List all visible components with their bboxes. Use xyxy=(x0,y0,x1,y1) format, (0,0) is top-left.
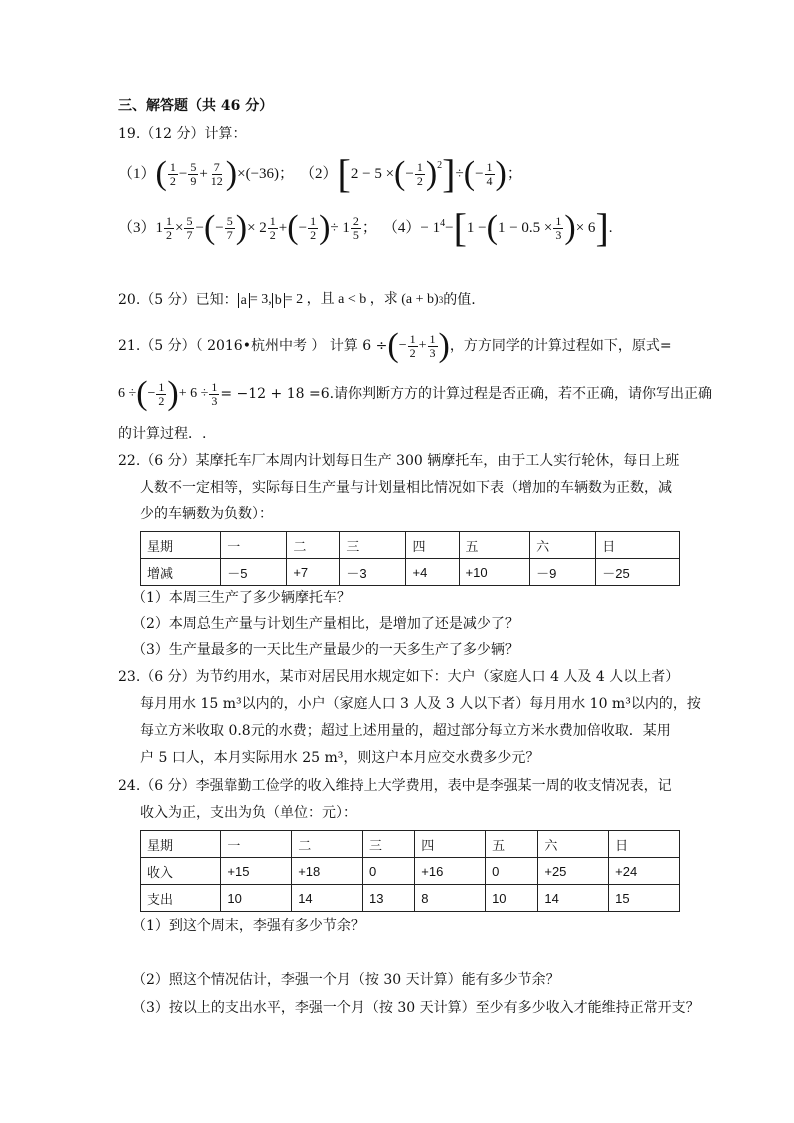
fraction: $\frac{1}{2}$ xyxy=(310,213,317,242)
table-cell: 15 xyxy=(609,885,680,912)
q22-sub2: （2）本周总生产量与计划生产量相比，是增加了还是减少了？ xyxy=(132,616,519,632)
table-cell: +4 xyxy=(406,559,459,586)
fraction: $\frac{1}{2}$ xyxy=(158,379,165,408)
fraction: $\frac{1}{2}$ xyxy=(416,159,423,188)
table-cell: 星期 xyxy=(141,532,221,559)
table-cell: +15 xyxy=(221,858,292,885)
table-cell: 增减 xyxy=(141,559,221,586)
q24-line2: 收入为正，支出为负（单位：元）： xyxy=(140,805,357,821)
table-cell: 四 xyxy=(406,532,459,559)
fraction: $\frac{5}{7}$ xyxy=(226,213,233,242)
table-row xyxy=(141,885,680,912)
table-cell: 二 xyxy=(292,831,363,858)
q20: 20.（5 分）已知： a = 3, b = 2 ，且 a < b ，求 (a + b) 3 的值. xyxy=(118,292,476,308)
table-cell: 一 xyxy=(221,532,287,559)
q19-p2-label: （2） xyxy=(300,166,338,182)
fraction: $\frac{1}{3}$ xyxy=(211,379,218,408)
table-row xyxy=(141,532,680,559)
q24-sub3: （3）按以上的支出水平，李强一个月（按 30 天计算）至少有多少收入才能维持正常开支？ xyxy=(132,1000,700,1016)
q19-p1-label: （1） xyxy=(118,166,156,182)
table-cell: +25 xyxy=(538,858,609,885)
q22-table xyxy=(140,531,680,586)
q19-part3: （3） 1 $\frac{1}{2}$ × $\frac{5}{7}$ − ( − $\frac{5}{7}$ ) × 2 $\frac{1}{2}$ + ( − $\frac{1}{2}$ ) ÷ 1 $\frac{2}{5}$ ； （4） − 1 $^4$ − [ 1 − ( 1 − 0.5 × $\frac{1}{3}$ ) × 6 ] . xyxy=(118,205,613,250)
table-cell: 14 xyxy=(292,885,363,912)
q23-line4: 户 5 口人，本月实际用水 25 m³，则这户本月应交水费多少元？ xyxy=(140,750,540,766)
table-cell: 收入 xyxy=(141,858,221,885)
q22-sub1: （1）本周三生产了多少辆摩托车？ xyxy=(132,590,351,606)
q23-line2: 每月用水 15 m³以内的，小户（家庭人口 3 人及 3 人以下者）每月用水 10 m³以内的，按 xyxy=(140,696,701,712)
table-cell: 三 xyxy=(340,532,406,559)
fraction: $\frac{7}{12}$ xyxy=(210,159,223,188)
q23-line1: 23.（6 分）为节约用水，某市对居民用水规定如下：大户（家庭人口 4 人及 4 人以上者） xyxy=(118,669,680,685)
table-cell: 五 xyxy=(459,532,530,559)
table-cell: 一 xyxy=(221,831,292,858)
fraction: $\frac{5}{7}$ xyxy=(186,213,193,242)
q22-line1: 22.（6 分）某摩托车厂本周内计划每日生产 300 辆摩托车，由于工人实行轮休，每日上班 xyxy=(118,453,680,469)
fraction: $\frac{1}{2}$ xyxy=(169,159,176,188)
q19-part1: （1） ( $\frac{1}{2}$ − $\frac{5}{9}$ + $\frac{7}{12}$ ) ×(−36)； （2） [ 2 − 5 × ( − $\frac{1}{2}$ ) $^2$ ] ÷ ( − $\frac{1}{4}$ ) ； xyxy=(118,151,522,196)
q24-line1: 24.（6 分）李强靠勤工俭学的收入维持上大学费用，表中是李强某一周的收支情况表，记 xyxy=(118,778,672,794)
q19-p3-label: （3） xyxy=(118,220,156,236)
q22-line2: 人数不一定相等，实际每日生产量与计划量相比情况如下表（增加的车辆数为正数，减 xyxy=(140,480,672,496)
table-cell: －3 xyxy=(340,559,406,586)
table-cell: 8 xyxy=(415,885,486,912)
table-cell: 六 xyxy=(538,831,609,858)
table-cell: 日 xyxy=(596,532,680,559)
table-cell: +24 xyxy=(609,858,680,885)
table-cell: +10 xyxy=(459,559,530,586)
q23-line3: 每立方米收取 0.8元的水费；超过上述用量的，超过部分每立方米水费加倍收取．某用 xyxy=(140,723,671,739)
table-cell: 支出 xyxy=(141,885,221,912)
table-cell: 13 xyxy=(362,885,414,912)
q21-line1: 21.（5 分）（ 2016•杭州中考 ） 计算 6 ÷ ( − $\frac{1}{2}$ + $\frac{1}{3}$ ) ，方方同学的计算过程如下，原式= xyxy=(118,327,672,364)
fraction: $\frac{1}{2}$ xyxy=(409,331,416,360)
fraction: $\frac{5}{9}$ xyxy=(190,159,197,188)
fraction: $\frac{1}{2}$ xyxy=(269,213,276,242)
q24-table xyxy=(140,830,680,912)
fraction: $\frac{1}{4}$ xyxy=(486,159,493,188)
q24-sub2: （2）照这个情况估计，李强一个月（按 30 天计算）能有多少节余？ xyxy=(132,972,560,988)
q19-p4-label: （4） xyxy=(382,220,421,236)
table-cell: +16 xyxy=(415,858,486,885)
table-cell: －5 xyxy=(221,559,287,586)
q24-sub1: （1）到这个周末，李强有多少节余？ xyxy=(132,918,365,934)
fraction: $\frac{1}{3}$ xyxy=(555,213,562,242)
q21-line3: 的计算过程．. xyxy=(118,426,207,442)
q22-sub3: （3）生产量最多的一天比生产量最少的一天多生产了多少辆？ xyxy=(132,642,519,658)
table-cell: 六 xyxy=(530,532,596,559)
table-cell: 14 xyxy=(538,885,609,912)
table-cell: 日 xyxy=(609,831,680,858)
table-cell: 0 xyxy=(362,858,414,885)
table-cell: 二 xyxy=(287,532,340,559)
table-cell: 10 xyxy=(486,885,538,912)
table-cell: －9 xyxy=(530,559,596,586)
fraction: $\frac{2}{5}$ xyxy=(352,213,359,242)
table-cell: 星期 xyxy=(141,831,221,858)
table-row xyxy=(141,858,680,885)
q22-line3: 少的车辆数为负数）： xyxy=(140,506,273,522)
table-cell: 五 xyxy=(486,831,538,858)
table-cell: 三 xyxy=(362,831,414,858)
table-cell: +18 xyxy=(292,858,363,885)
table-row xyxy=(141,831,680,858)
table-cell: 四 xyxy=(415,831,486,858)
table-row xyxy=(141,559,680,586)
section-title: 三、解答题（共 46 分） xyxy=(118,98,274,114)
table-cell: 0 xyxy=(486,858,538,885)
fraction: $\frac{1}{3}$ xyxy=(429,331,436,360)
q19-heading: 19.（12 分）计算： xyxy=(118,126,247,142)
fraction: $\frac{1}{2}$ xyxy=(166,213,173,242)
table-cell: 10 xyxy=(221,885,292,912)
table-cell: －25 xyxy=(596,559,680,586)
table-cell: +7 xyxy=(287,559,340,586)
q21-line2: 6 ÷ ( − $\frac{1}{2}$ ) + 6 ÷ $\frac{1}{3}$ = −12 + 18 =6.请你判断方方的计算过程是否正确，若不正确，请你写出正确 xyxy=(118,375,713,412)
